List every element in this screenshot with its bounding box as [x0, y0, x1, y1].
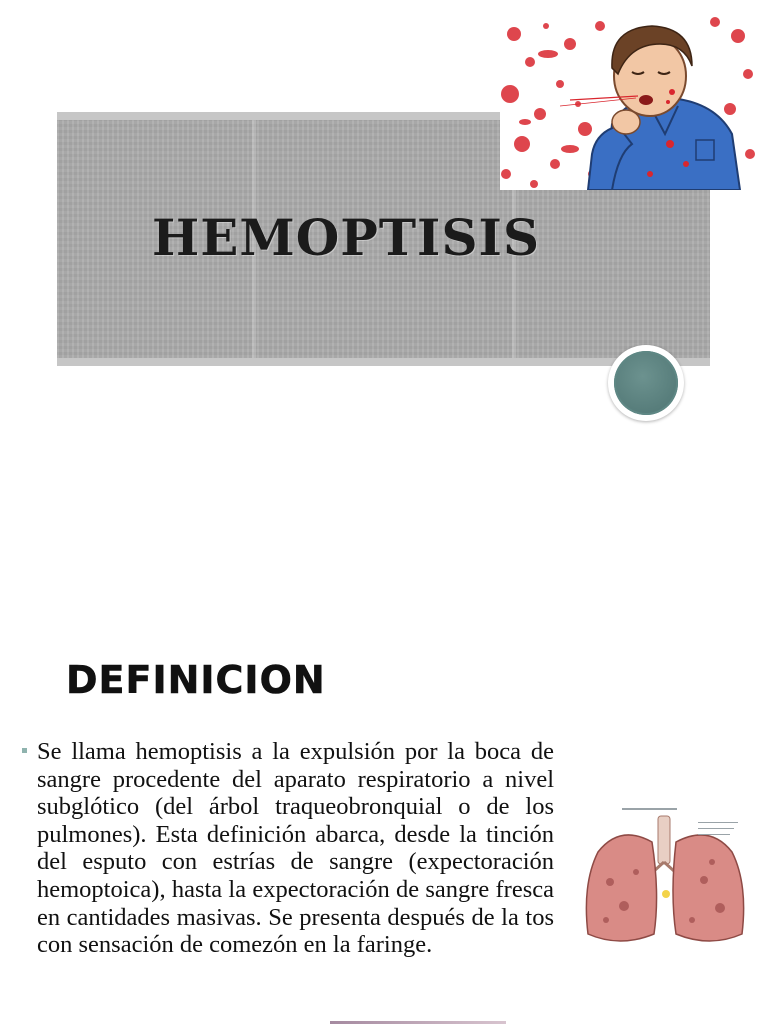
- definition-slide: [0, 520, 768, 1024]
- bullet-icon: [20, 745, 30, 755]
- lungs-image: [580, 802, 752, 950]
- definition-paragraph: Se llama hemoptisis a la expulsión por la boca de sangre procedente del aparato respiratorio a nivel subglótico (del árbol traqueobronquial o de los pulmones). Esta definición abarca, desde la tinción del esputo con estrías de sangre (expectoración hemoptoica), hasta la expectoración de sangre fresca en cantidades masivas. Se presenta después de la tos con sensación de comezón en la faringe.: [37, 738, 554, 959]
- slide-title: HEMOPTISIS: [152, 208, 541, 267]
- section-heading: DEFINICION: [66, 658, 326, 702]
- bullet-square: [22, 748, 27, 753]
- coughing-person-image: [500, 14, 756, 190]
- lungs-illustration: [580, 802, 752, 950]
- decorative-circle-inner: [614, 351, 678, 415]
- figure-label-line: [622, 808, 677, 810]
- figure-note-line: [698, 834, 730, 835]
- figure-note-line: [698, 822, 738, 823]
- decorative-circle: [608, 345, 684, 421]
- coughing-person-illustration: [500, 14, 756, 190]
- figure-note-line: [698, 828, 734, 829]
